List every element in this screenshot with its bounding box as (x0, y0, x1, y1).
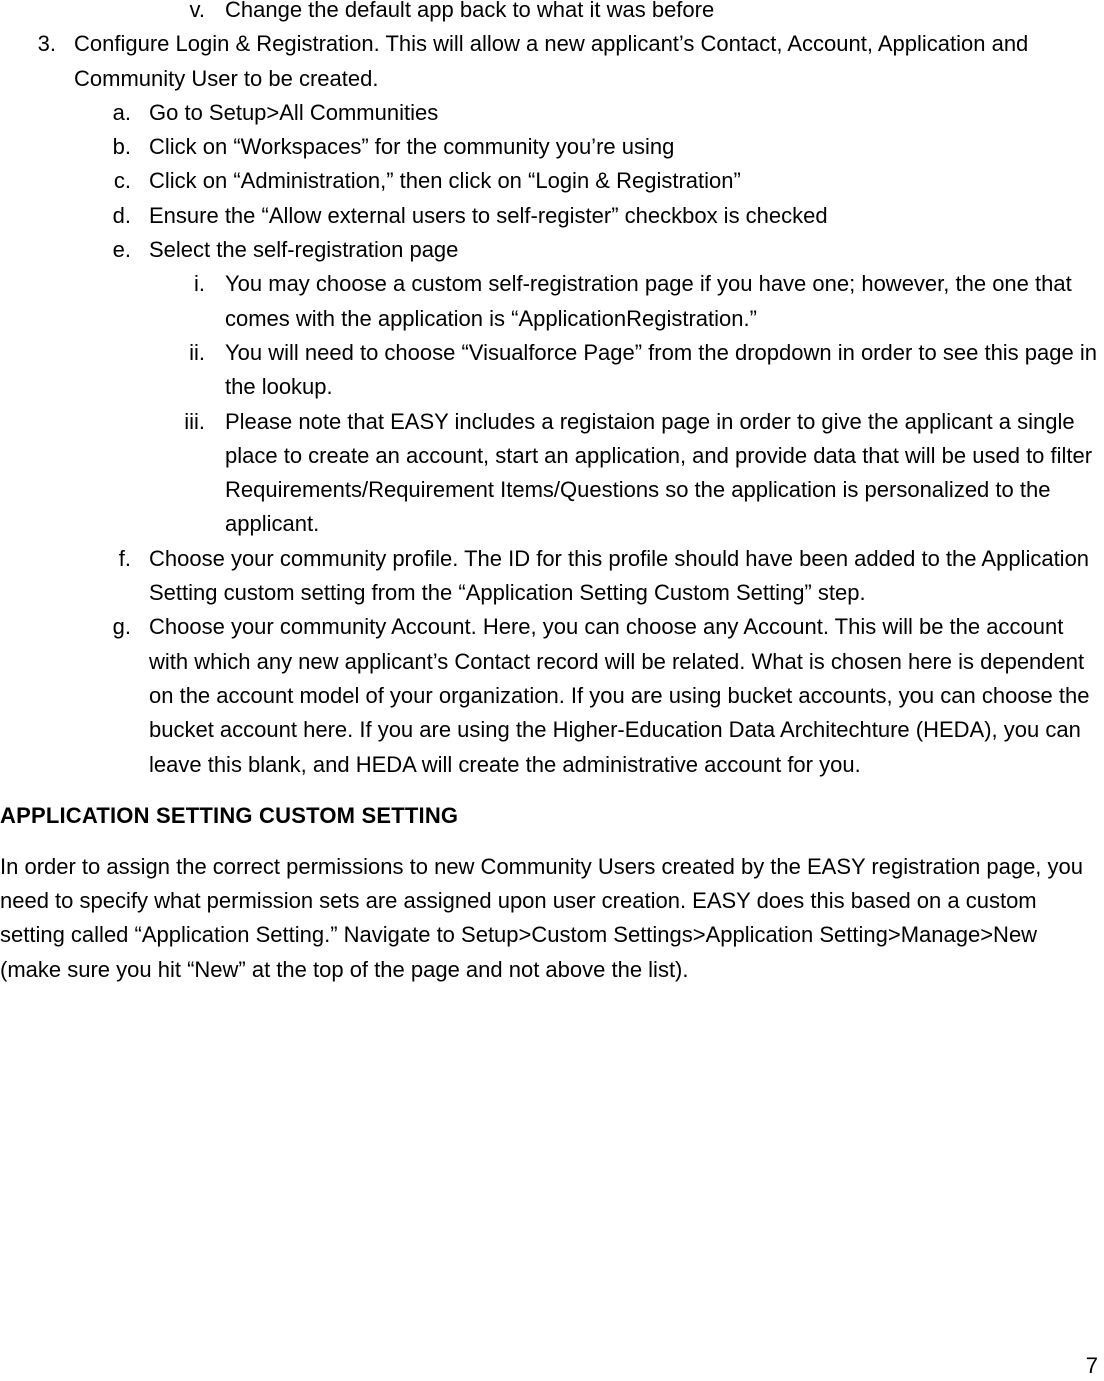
list-marker: b. (112, 134, 131, 160)
list-item-c (0, 164, 1104, 198)
list-item-text: Go to Setup>All Communities (149, 99, 439, 125)
list-marker: c. (113, 168, 131, 194)
list-item-b (0, 130, 1104, 164)
list-marker: d. (112, 202, 131, 228)
list-marker: i. (194, 271, 205, 297)
list-item-text: Click on “Workspaces” for the community you’re using (149, 134, 675, 160)
list-item-text: Please note that EASY includes a registaion page in order to give the applicant a single place to create an account, start an application, and provide data that will be used to filter Requirements/Requirement Items/Questions so the application is personalized to the applicant. (225, 408, 1093, 537)
list-marker: a. (112, 99, 131, 125)
list-marker: 3. (37, 31, 56, 57)
list-item-iii (0, 405, 1104, 542)
list-item-text: You will need to choose “Visualforce Page” from the dropdown in order to see this page in the lookup. (225, 339, 1097, 400)
list-item-step-3 (0, 27, 1104, 96)
list-item-text: You may choose a custom self-registration page if you have one; however, the one that comes with the application is “ApplicationRegistration.” (225, 271, 1072, 331)
list-item-f (0, 542, 1104, 611)
page-number: 7 (1085, 1353, 1098, 1378)
list-item-text: Click on “Administration,” then click on “Login & Registration” (149, 168, 741, 194)
list-item-i (0, 267, 1104, 336)
list-item-g (0, 610, 1104, 781)
list-item-d (0, 199, 1104, 233)
list-item-text: Ensure the “Allow external users to self-register” checkbox is checked (149, 202, 828, 228)
list-marker: v. (189, 0, 205, 22)
list-marker: ii. (189, 339, 205, 365)
list-item-e (0, 233, 1104, 267)
section-heading: APPLICATION SETTING CUSTOM SETTING (0, 802, 459, 828)
list-item-text: Choose your community Account. Here, you can choose any Account. This will be the account with which any new applicant’s Contact record will be related. What is chosen here is dependent on the account model of your organization. If you are using bucket accounts, you can choose the bucket account here. If you are using the Higher-Education Data Architechture (HEDA), you can leave this blank, and HEDA will create the administrative account for you. (149, 614, 1090, 777)
section-paragraph: In order to assign the correct permissions to new Community Users created by the EASY registration page, you need to specify what permission sets are assigned upon user creation. EASY does this based on a custom setting called “Application Setting.” Navigate to Setup>Custom Settings>Application Setting>Manage>New (make sure you hit “New” at the top of the page and not above the list). (0, 853, 1083, 982)
list-marker: iii. (184, 408, 205, 434)
list-item-ii (0, 336, 1104, 405)
list-marker: g. (112, 614, 131, 640)
list-marker: f. (118, 545, 131, 571)
list-item-text: Choose your community profile. The ID for this profile should have been added to the Application Setting custom setting from the “Application Setting Custom Setting” step. (149, 545, 1090, 606)
list-item-v (0, 0, 1104, 27)
list-item-text: Change the default app back to what it was before (225, 0, 715, 22)
list-marker: e. (112, 237, 131, 263)
list-item-a (0, 96, 1104, 130)
list-item-text: Configure Login & Registration. This will allow a new applicant’s Contact, Account, Application and Community User to be created. (74, 31, 1029, 91)
list-item-text: Select the self-registration page (149, 237, 459, 263)
